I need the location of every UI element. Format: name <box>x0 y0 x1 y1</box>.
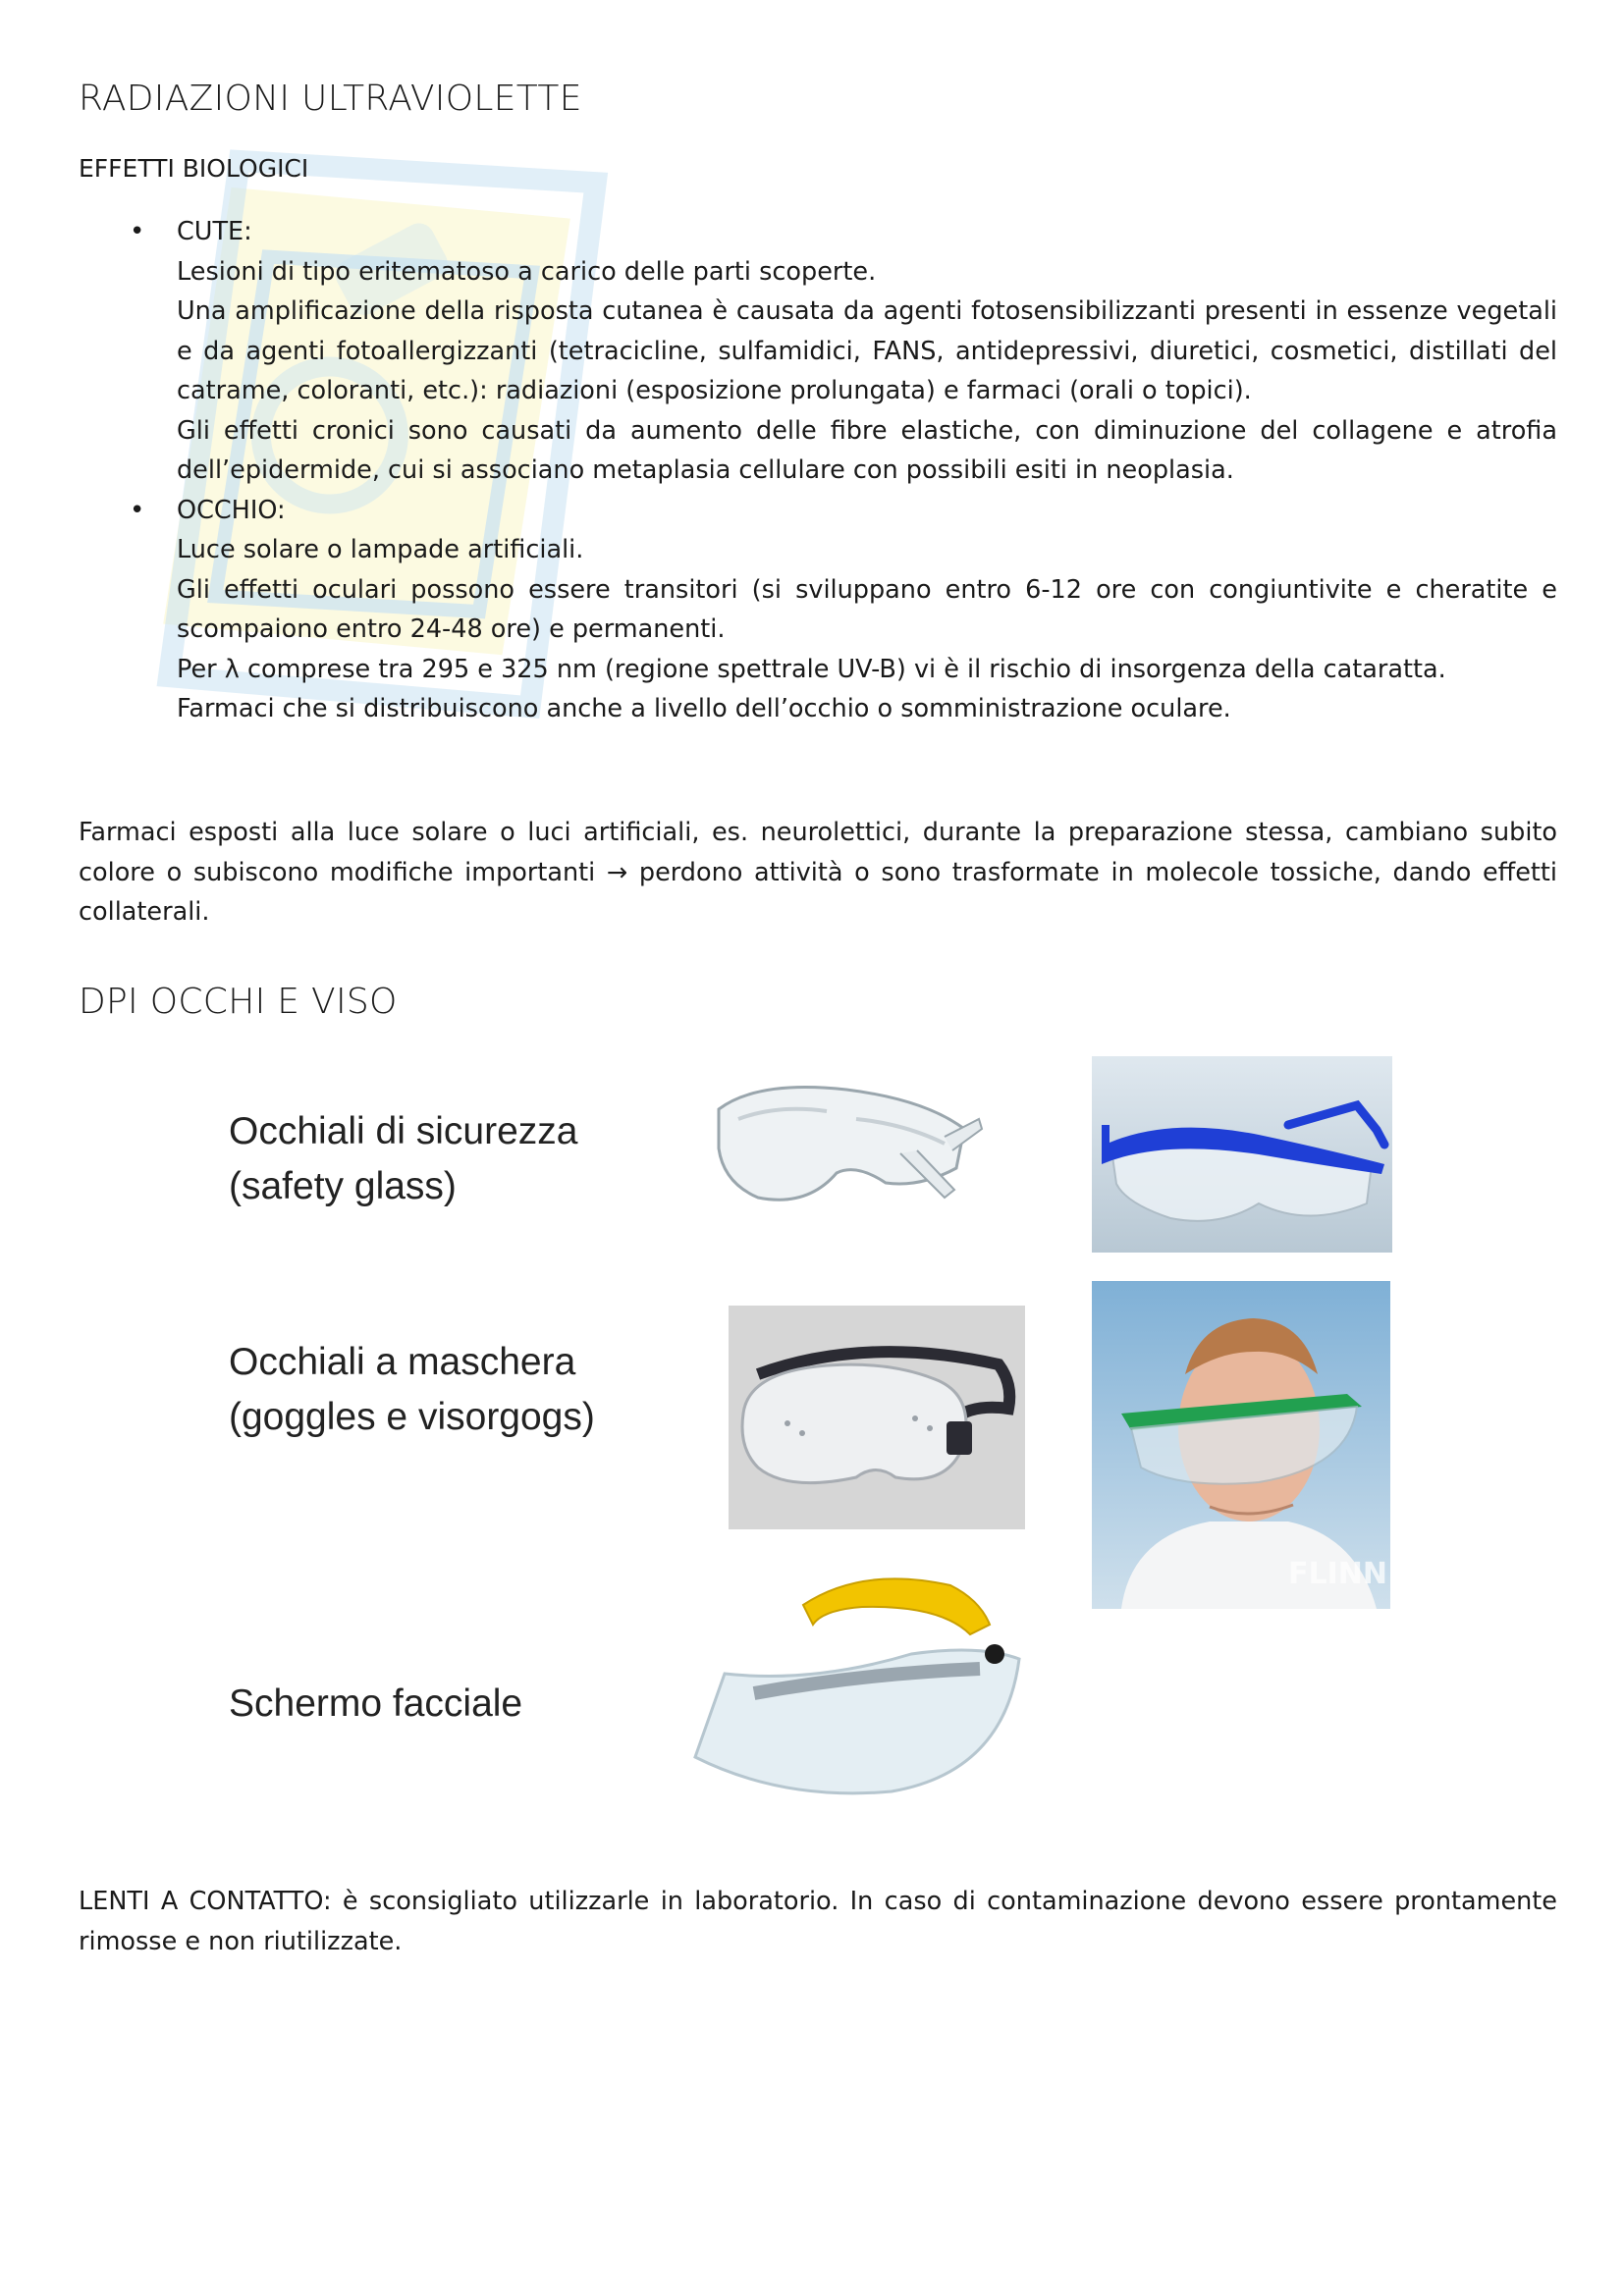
caption-safety-glasses <box>229 1104 577 1214</box>
safety-glasses-blue-image <box>1092 1056 1392 1253</box>
caption-face-shield: Schermo facciale <box>229 1682 523 1725</box>
section-subtitle-biological-effects: EFFETTI BIOLOGICI <box>79 154 309 183</box>
face-shield-image <box>666 1546 1039 1801</box>
caption-goggles <box>229 1335 595 1445</box>
bullet-dot-icon: • <box>130 495 145 525</box>
bullet-list <box>79 212 1557 729</box>
bullet-line: Gli effetti cronici sono causati da aumento delle fibre elastiche, con diminuzione del collagene e atrofia dell’epidermide, cui si associano metaplasia cellulare con possibili esiti in neoplasia. <box>177 415 1557 485</box>
bullet-line: Luce solare o lampade artificiali. <box>177 535 584 564</box>
contact-lenses-paragraph: LENTI A CONTATTO: è sconsigliato utilizzarle in laboratorio. In caso di contaminazione devono essere prontamente rimosse e non riutilizzate. <box>79 1887 1557 1956</box>
bullet-line: Una amplificazione della risposta cutanea è causata da agenti fotosensibilizzanti presenti in essenze vegetali e da agenti fotoallergizzanti (tetracicline, sulfamidici, FANS, antidepressivi, diuretici, cosmetici, distillati del catrame, coloranti, etc.): radiazioni (esposizione prolungata) e farmaci (orali o topici). <box>177 296 1557 405</box>
bullet-line: Per λ comprese tra 295 e 325 nm (regione spettrale UV-B) vi è il rischio di insorgenza della cataratta. <box>177 654 1446 684</box>
caption-line: (goggles e visorgogs) <box>229 1396 595 1438</box>
caption-line: (safety glass) <box>229 1165 457 1207</box>
bullet-heading-skin: CUTE: <box>177 217 252 246</box>
person-with-visor-image <box>1092 1281 1390 1609</box>
section-title-ppe: DPI OCCHI E VISO <box>79 982 398 1022</box>
section-title-uv: RADIAZIONI ULTRAVIOLETTE <box>79 79 582 119</box>
safety-glasses-clear-image <box>699 1060 984 1237</box>
bullet-item-skin <box>79 212 1557 491</box>
caption-line: Occhiali a maschera <box>229 1341 576 1383</box>
bullet-line: Lesioni di tipo eritematoso a carico delle parti scoperte. <box>177 256 877 287</box>
bullet-item-eye <box>79 491 1557 729</box>
bullet-line: Farmaci che si distribuiscono anche a livello dell’occhio o somministrazione oculare. <box>177 694 1231 723</box>
goggles-image <box>729 1306 1025 1529</box>
bullet-heading-eye: OCCHIO: <box>177 495 286 525</box>
drugs-paragraph: Farmaci esposti alla luce solare o luci artificiali, es. neurolettici, durante la preparazione stessa, cambiano subito colore o subiscono modifiche importanti → perdono attività o sono trasformate in molecole tossiche, dando effetti collaterali. <box>79 818 1557 927</box>
bullet-dot-icon: • <box>130 217 145 246</box>
caption-line: Occhiali di sicurezza <box>229 1110 578 1152</box>
bullet-line: Gli effetti oculari possono essere transitori (si sviluppano entro 6-12 ore con congiuntivite e cheratite e scompaiono entro 24-48 ore) e permanenti. <box>177 574 1557 644</box>
photo-watermark-text: FLINN <box>1288 1557 1387 1591</box>
